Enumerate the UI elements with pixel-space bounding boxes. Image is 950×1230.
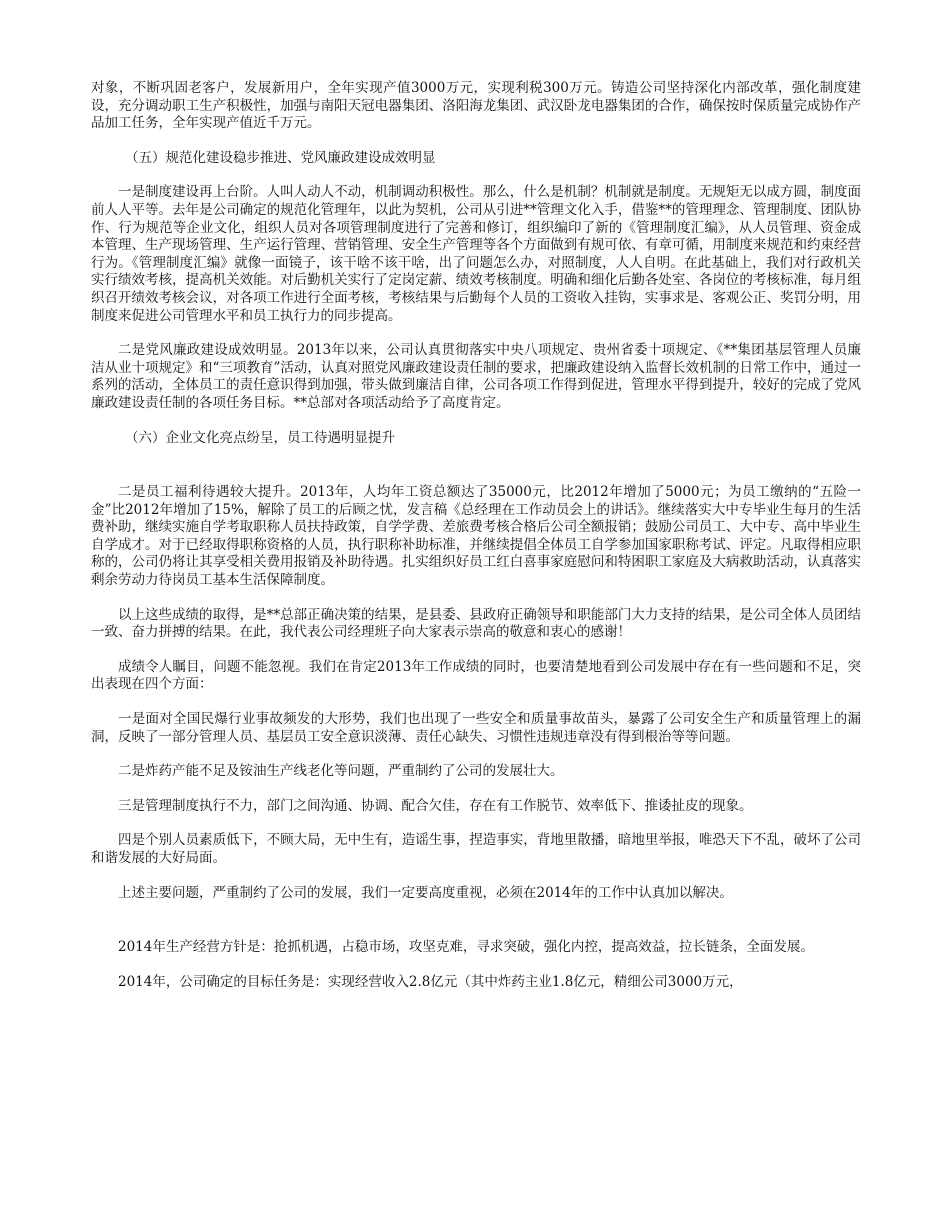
paragraph-block: 二是员工福利待遇较大提升。2013年，人均年工资总额达了35000元，比2012年增加了5000元；为员工缴纳的“五险一金”比2012年增加了15%，解除了员工的后顾之忧，发言稿《总经理在工作动员会上的讲话》。继续落实大中专毕业生每月的生活费补助，继续实施自学考取职称人员扶持政策，自学学费、差旅费考核合格后公司全额报销；鼓励公司员工、大中专、高中毕业生自学成才。对于已经取得职称资格的人员，执行职称补助标准，并继续提倡全体员工自学参加国家职称考试、评定。凡取得相应职称的，公司仍将让其享受相关费用报销及补助待遇。扎实组织好员工红白喜事家庭慰问和特困职工家庭及大病救助活动，认真落实剩余劳动力待岗员工基本生活保障制度。 xyxy=(91,484,861,589)
paragraph-block: 三是管理制度执行不力，部门之间沟通、协调、配合欠佳，存在有工作脱节、效率低下、推诿扯皮的现象。 xyxy=(118,797,753,814)
paragraph-block: 以上这些成绩的取得，是**总部正确决策的结果，是县委、县政府正确领导和职能部门大力支持的结果，是公司全体人员团结一致、奋力拼搏的结果。在此，我代表公司经理班子向大家表示崇高的敬意和衷心的感谢！ xyxy=(91,606,861,641)
paragraph-block: 2014年生产经营方针是：抢抓机遇，占稳市场，攻坚克难，寻求突破，强化内控，提高效益，拉长链条，全面发展。 xyxy=(118,939,814,956)
paragraph-block: 四是个别人员素质低下，不顾大局，无中生有，造谣生事，捏造事实，背地里散播，暗地里举报，唯恐天下不乱，破坏了公司和谐发展的大好局面。 xyxy=(91,832,861,866)
paragraph-block: 一是面对全国民爆行业事故频发的大形势，我们也出现了一些安全和质量事故苗头，暴露了公司安全生产和质量管理上的漏洞，反映了一部分管理人员、基层员工安全意识淡薄、责任心缺失、习惯性违规违章没有得到根治等等问题。 xyxy=(91,711,861,745)
paragraph-block: 2014年，公司确定的目标任务是：实现经营收入2.8亿元（其中炸药主业1.8亿元，精细公司3000万元， xyxy=(118,973,743,990)
paragraph-block: 上述主要问题，严重制约了公司的发展，我们一定要高度重视，必须在2014年的工作中认真加以解决。 xyxy=(118,884,733,901)
blank-spacer xyxy=(91,919,861,939)
section-heading: （五）规范化建设稳步推进、党风廉政建设成效明显 xyxy=(125,149,436,166)
document-page xyxy=(91,80,861,1008)
paragraph-block: 一是制度建设再上台阶。人叫人动人不动，机制调动积极性。那么，什么是机制？机制就是制度。无规矩无以成方圆，制度面前人人平等。去年是公司确定的规范化管理年，以此为契机，公司从引进**管理文化入手，借鉴**的管理理念、管理制度、团队协作、行为规范等企业文化，组织人员对各项管理制度进行了完善和修订，组织编印了新的《管理制度汇编》，从人员管理、资金成本管理、生产现场管理、生产运行管理、营销管理、安全生产管理等各个方面做到有规可依、有章可循，用制度来规范和约束经营行为。《管理制度汇编》就像一面镜子，该干啥不该干啥，出了问题怎么办，对照制度，人人自明。在此基础上，我们对行政机关实行绩效考核，提高机关效能。对后勤机关实行了定岗定薪、绩效考核制度。明确和细化后勤各处室、各岗位的考核标准，每月组织召开绩效考核会议，对各项工作进行全面考核，考核结果与后勤每个人员的工资收入挂钩，实事求是、客观公正、奖罚分明，用制度来促进公司管理水平和员工执行力的同步提高。 xyxy=(91,184,861,324)
paragraph-block: 对象，不断巩固老客户，发展新用户，全年实现产值3000万元，实现利税300万元。铸造公司坚持深化内部改革，强化制度建设，充分调动职工生产积极性，加强与南阳天冠电器集团、洛阳海龙集团、武汉卧龙电器集团的合作，确保按时保质量完成协作产品加工任务，全年实现产值近千万元。 xyxy=(91,80,861,132)
section-heading: （六）企业文化亮点纷呈，员工待遇明显提升 xyxy=(125,429,395,446)
paragraph-block: 成绩令人瞩目，问题不能忽视。我们在肯定2013年工作成绩的同时，也要清楚地看到公司发展中存在有一些问题和不足，突出表现在四个方面： xyxy=(91,658,861,693)
paragraph-block: 二是炸药产能不足及铵油生产线老化等问题，严重制约了公司的发展壮大。 xyxy=(118,763,564,780)
blank-spacer xyxy=(91,464,861,484)
paragraph-block: 二是党风廉政建设成效明显。2013年以来，公司认真贯彻落实中央八项规定、贵州省委十项规定、《**集团基层管理人员廉洁从业十项规定》和“三项教育”活动，认真对照党风廉政建设责任制的要求，把廉政建设纳入监督长效机制的日常工作中，通过一系列的活动，全体员工的责任意识得到加强，带头做到廉洁自律，公司各项工作得到促进，管理水平得到提升，较好的完成了党风廉政建设责任制的各项任务目标。**总部对各项活动给予了高度肯定。 xyxy=(91,342,861,411)
